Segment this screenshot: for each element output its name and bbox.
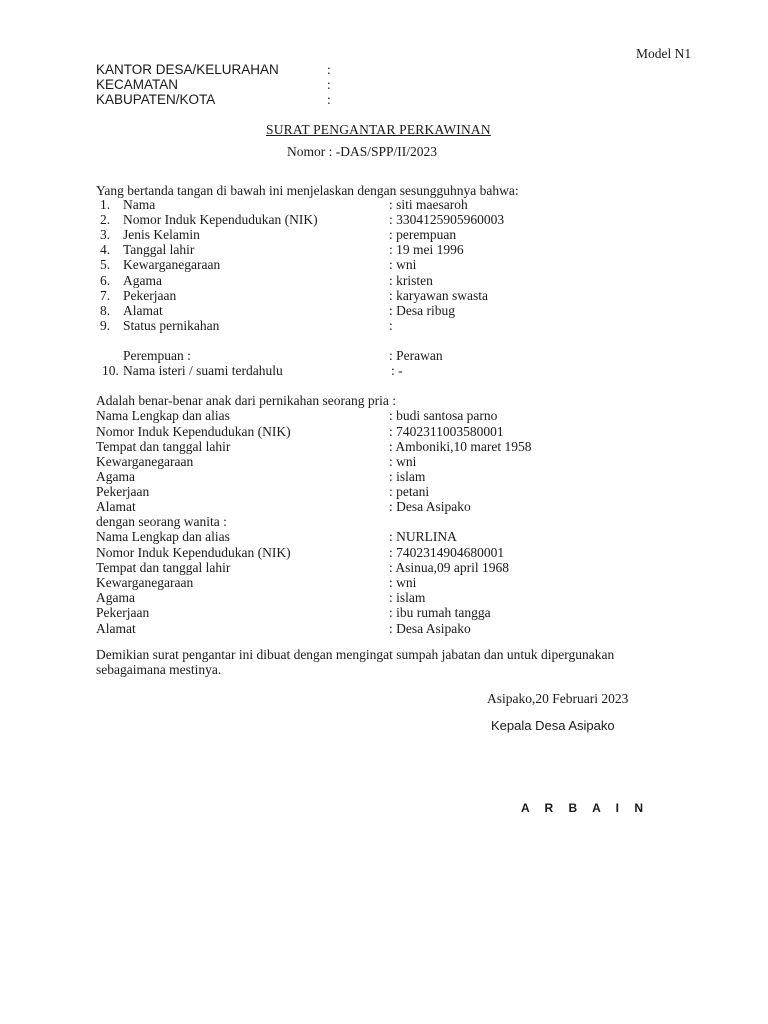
subject-label: Nomor Induk Kependudukan (NIK) [123,212,318,227]
subject-label: Nama [123,197,156,212]
header-label-kabupaten: KABUPATEN/KOTA [96,92,216,107]
subject-num: 4. [100,242,111,257]
father-label: Nomor Induk Kependudukan (NIK) [96,424,291,439]
subject-label: Agama [123,273,162,288]
header-colon-kabupaten: : [327,92,331,107]
subject-num: 8. [100,303,111,318]
header-colon-kantor: : [327,62,331,77]
father-value: : Amboniki,10 maret 1958 [389,439,532,454]
father-label: Agama [96,469,135,484]
father-label: Nama Lengkap dan alias [96,408,230,423]
subject-label: Kewarganegaraan [123,257,221,272]
father-value: : 7402311003580001 [389,424,504,439]
model-label: Model N1 [636,46,692,61]
subject-value: : [389,318,393,333]
subject-label: Jenis Kelamin [123,227,200,242]
closing-statement: Demikian surat pengantar ini dibuat dengan mengingat sumpah jabatan dan untuk dipergunakan [96,647,615,662]
subject-num: 2. [100,212,111,227]
mother-value: : islam [389,590,426,605]
official-title: Kepala Desa Asipako [491,718,615,733]
subject-value: : kristen [389,273,433,288]
subject-value: : Desa ribug [389,303,455,318]
subject-value: : perempuan [389,227,457,242]
subject-num: 7. [100,288,111,303]
subject-value: : siti maesaroh [389,197,468,212]
place-date: Asipako,20 Februari 2023 [487,691,629,706]
subject-num: 9. [100,318,111,333]
father-value: : wni [389,454,417,469]
closing-statement-end: sebagaimana mestinya. [96,662,222,677]
subject-value: : 19 mei 1996 [389,242,464,257]
subject-value: : wni [389,257,417,272]
subject-num: 3. [100,227,111,242]
mother-label: Tempat dan tanggal lahir [96,560,231,575]
previous-spouse-value: : - [391,363,403,378]
mother-label: Nama Lengkap dan alias [96,529,230,544]
father-label: Kewarganegaraan [96,454,194,469]
document-number: Nomor : -DAS/SPP/II/2023 [287,144,438,159]
status-detail-label: Perempuan : [123,348,191,363]
subject-label: Tanggal lahir [123,242,195,257]
father-value: : petani [389,484,430,499]
subject-label: Status pernikahan [123,318,220,333]
status-detail-value: : Perawan [389,348,443,363]
mother-label: Agama [96,590,135,605]
father-label: Tempat dan tanggal lahir [96,439,231,454]
subject-value: : 3304125905960003 [389,212,505,227]
subject-num: 10. [102,363,119,378]
father-value: : Desa Asipako [389,499,471,514]
subject-num: 6. [100,273,111,288]
mother-value: : Desa Asipako [389,621,471,636]
intro-text: Yang bertanda tangan di bawah ini menjelaskan dengan sesungguhnya bahwa: [96,183,519,198]
document-title: SURAT PENGANTAR PERKAWINAN [266,122,491,137]
subject-num: 5. [100,257,111,272]
father-label: Alamat [96,499,136,514]
mother-intro: dengan seorang wanita : [96,514,227,529]
parents-intro: Adalah benar-benar anak dari pernikahan seorang pria : [96,393,396,408]
mother-value: : ibu rumah tangga [389,605,491,620]
father-value: : budi santosa parno [389,408,498,423]
subject-label: Alamat [123,303,163,318]
father-value: : islam [389,469,426,484]
previous-spouse-label: Nama isteri / suami terdahulu [123,363,283,378]
header-colon-kecamatan: : [327,77,331,92]
mother-label: Kewarganegaraan [96,575,194,590]
father-label: Pekerjaan [96,484,150,499]
subject-value: : karyawan swasta [389,288,488,303]
header-label-kecamatan: KECAMATAN [96,77,179,92]
mother-value: : NURLINA [389,529,457,544]
mother-label: Pekerjaan [96,605,150,620]
mother-value: : Asinua,09 april 1968 [389,560,509,575]
subject-num: 1. [100,197,111,212]
header-label-kantor: KANTOR DESA/KELURAHAN [96,62,279,77]
mother-label: Nomor Induk Kependudukan (NIK) [96,545,291,560]
mother-value: : wni [389,575,417,590]
mother-label: Alamat [96,621,136,636]
subject-label: Pekerjaan [123,288,177,303]
signer-name: A R B A I N [521,801,649,815]
mother-value: : 7402314904680001 [389,545,505,560]
